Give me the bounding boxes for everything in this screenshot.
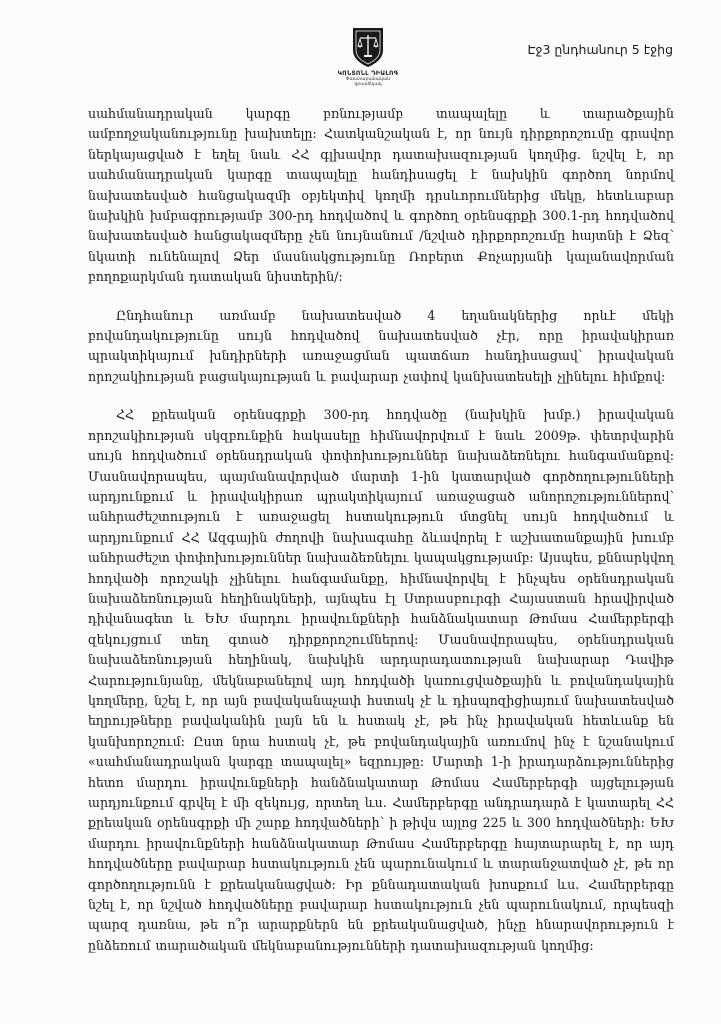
firm-logo — [336, 26, 400, 87]
logo-firm-name: ԿՈՆՏՈՆԼ ԴԻԱԼՈԳ — [337, 70, 399, 77]
paragraph-3: ՀՀ քրեական օրենսգրքի 300-րդ հոդվածը (նախկին խմբ.) իրավական որոշակիության սկզբունքին հակասելը հիմնավորվում է նաև 2009թ. փետրվարին սույն հոդվածում օրենսդրական փոփոխություններ նախաձեռնելու հանգամանքով: Մասնավորապես, պայմանավորված մարտի 1-ին կատարված գործողությունների արդյունքում և իրավակիրառ պրակտիկայում առաջացած անորոշություններով՝ անհրաժեշտություն է առաջացել հստակություն մտցնել սույն հոդվածում և արդյունքում ՀՀ Ազգային ժողովի նախագահը ձևավորել է աշխատանքային խումբ անհրաժեշտ փոփոխություններ նախաձեռնելու կապակցությամբ: Այսպես, քննարկվող հոդվածի որոշակի չլինելու հանգամանքը, հիմնավորվել է ինչպես օրենսդրական նախաձեռնության հեղինակների, այնպես էլ Ստրասբուրգի Հայաստան հրավիրված դիվանագետ և ԵԽ մարդու իրավունքների հանձնակատար Թոմաս Համերբերգի զեկույցում տեղ գտած դիրքորոշումներով: Մասնավորապես, օրենսդրական նախաձեռնության հեղինակ, նախկին արդարադատության նախարար Դավիթ Հարությունյանը, մեկնաբանելով այդ հոդվածի կառուցվածքային և բովանդակային կողմերը, նշել է, որ այն բավականաչափ հստակ չէ և դիսպոզիցիայում նախատեսված եղրույթները բավականին լայն են և հստակ չէ, թե ինչ իրավական հետևանք են կանխորոշում: Ըստ նրա հստակ չէ, թե բովանդակային առումով ինչ է նշանակում «սահմանադրական կարգը տապալել» եզրույթը: Մարտի 1-ի իրադարձություններից հետո մարդու իրավունքների հանձնակատար Թոմաս Համերբերգի այցելության արդյունքում գրվել է մի զեկույց, որտեղ ևս. Համերբերգը անդրադարձ է կատարել ՀՀ քրեական օրենսգրքի մի շարք հոդվածների՝ ի թիվս այլոց 225 և 300 հոդվածների: ԵԽ մարդու իրավունքների հանձնակատար Թոմաս Համերբերգը հայտարարել է, որ այդ հոդվածները բավարար հստակություն չեն պարունակում և տարանջատված չէ, թե որ գործողությունն է քրեականացված: Իր քննադատական խոսքում ևս. Համերբերգը նշել է, որ նշված հոդվածները բավարար հստակություն չեն պարունակում, որպեսզի պարզ դառնա, թե ո՞ր արարքներն են քրեականացված, ինչը հնարավորություն է ընձեռում տարածական մեկնաբանությունների դատախազության կողմից: — [88, 407, 674, 953]
logo-subtitle: Փաստաբանական գրասենյակ — [345, 77, 391, 87]
paragraph-2: Ընդհանուր առմամբ նախատեսված 4 եղանակներից որևէ մեկի բովանդակությունը սույն հոդվածով նախատեսված չէր, որը իրավակիրառ պրակտիկայում խնդիրների առաջացման պատճառ հանդիսացավ՝ իրավական որոշակիության բացակայության և բավարար չափով կանխատեսելի չլինելու հիմքով: — [88, 307, 674, 384]
page-number: Էջ3 ընդհանուր 5 էջից — [527, 42, 673, 57]
paragraph-1: սահմանադրական կարգը բռնությամբ տապալելը և տարածքային ամբողջականությունը խախտելը: Հատկանշական է, որ նույն դիրքորոշումը գրավոր ներկայացված է եղել նաև ՀՀ գլխավոր դատախազության կողմից. նշվել է, որ սահմանադրական կարգը տապալելը հանդիսացել է նախկին գործող նորմով նախատեսված հանցակազմի օբյեկտիվ կողմի դրսևորումներից մեկը, հետևաբար նախկին խմբագրությամբ 300-րդ հոդվածով և գործող օրենսգրքի 300.1-րդ հոդվածով նախատեսված հանցակազմերը չեն նույնանում /նշված դիրքորոշումը հայտնի է Ձեզ՝ նկատի ունենալով Ձեր մասնակցությունը Ռոբերտ Քոչարյանի կալանավորման բողոքարկման դատական նիստերին/: — [88, 106, 674, 285]
scales-of-justice-icon — [350, 26, 386, 68]
document-body — [88, 104, 674, 974]
